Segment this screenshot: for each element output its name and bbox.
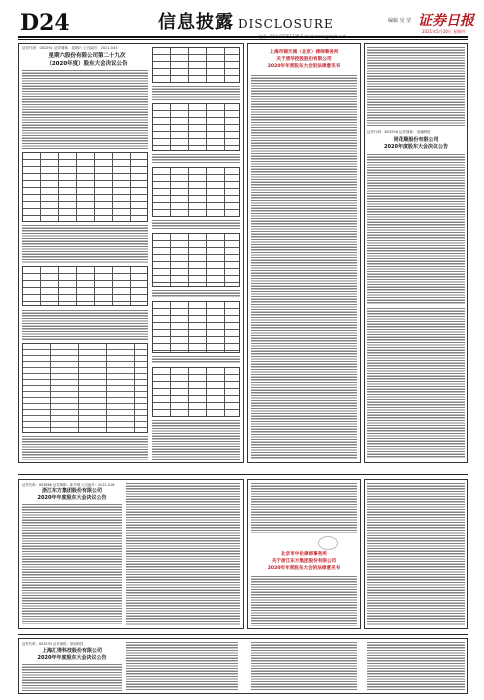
article-title: 同花顺股份有限公司 — [393, 137, 439, 143]
article-body — [367, 483, 465, 625]
data-table — [22, 152, 148, 222]
data-table — [152, 103, 240, 151]
article-body — [367, 642, 465, 691]
article-body — [22, 436, 148, 460]
stock-code-line: 证券代码：002291 证券简称：星期六 公告编号：2021-043 — [22, 46, 118, 50]
article-body — [251, 642, 357, 691]
stock-code-line: 证券代码：603888 证券简称：新华网 公告编号：2021-018 — [22, 483, 115, 487]
data-table — [152, 47, 240, 83]
article-title: 上海市锦天城（北京）律师事务所 — [269, 50, 339, 55]
stock-code-line: 证券代码：603258 证券简称：电魂网络 — [367, 130, 431, 134]
data-table — [22, 266, 148, 306]
article-subtitle: 2020年度股东大会决议公告 — [384, 144, 448, 150]
article-body — [126, 483, 240, 625]
issue-date: 2021年5月20日 星期四 — [422, 29, 466, 34]
section-rule — [18, 634, 468, 635]
article-subtitle: 2020年年度股东大会的法律意见书 — [267, 566, 341, 571]
article-body — [22, 664, 122, 691]
article-body — [251, 75, 357, 459]
article-title: 北京市中伦律师事务所 — [281, 552, 327, 557]
article-body — [152, 420, 240, 460]
section-title: 信息披露 — [158, 12, 234, 33]
article-body — [22, 225, 148, 263]
stock-code-line: 证券代码：603533 证券简称：掌阅科技 — [22, 642, 84, 646]
section-title-en: DISCLOSURE — [238, 17, 334, 31]
editor-credit: 编辑 吴 莹 — [388, 18, 412, 24]
article-subtitle: 2020年年度股东大会决议公告 — [37, 495, 107, 501]
data-table — [152, 301, 240, 353]
page-number: D24 — [20, 10, 70, 36]
seal-stamp — [318, 536, 338, 550]
article-title: 上海汇得科技股份有限公司 — [41, 648, 102, 654]
data-table — [22, 343, 148, 433]
article-body — [367, 154, 465, 304]
data-table — [152, 367, 240, 417]
article-subtitle: 2020年年度股东大会决议公告 — [37, 655, 107, 661]
article-subtitle: （2020年度）股东大会决议公告 — [46, 61, 128, 67]
article-body — [251, 483, 357, 533]
article-body — [152, 154, 240, 164]
article-title: 浙江东方集团股份有限公司 — [41, 488, 102, 494]
masthead-rule-thin — [18, 39, 468, 40]
article-subtitle: 关于清华控股股份有限公司 — [276, 57, 332, 62]
masthead-rule — [18, 36, 468, 38]
data-table — [152, 167, 240, 217]
article-body — [367, 47, 465, 127]
article-body — [367, 308, 465, 458]
article-body — [251, 576, 357, 626]
article-body — [152, 356, 240, 364]
article-subtitle: 2020年年度股东大会的法律意见书 — [267, 64, 341, 69]
article-subtitle: 关于浙江东方集团股份有限公司 — [271, 559, 337, 564]
article-body — [152, 220, 240, 230]
article-title: 星期六股份有限公司第二十九次 — [48, 53, 126, 59]
article-body — [152, 86, 240, 100]
article-body — [22, 310, 148, 340]
newspaper-logo: 证券日报 — [418, 13, 474, 29]
article-body — [126, 642, 238, 691]
data-table — [152, 233, 240, 287]
section-rule — [18, 474, 468, 475]
article-body — [22, 504, 122, 624]
article-body — [152, 290, 240, 298]
article-body — [22, 70, 148, 150]
